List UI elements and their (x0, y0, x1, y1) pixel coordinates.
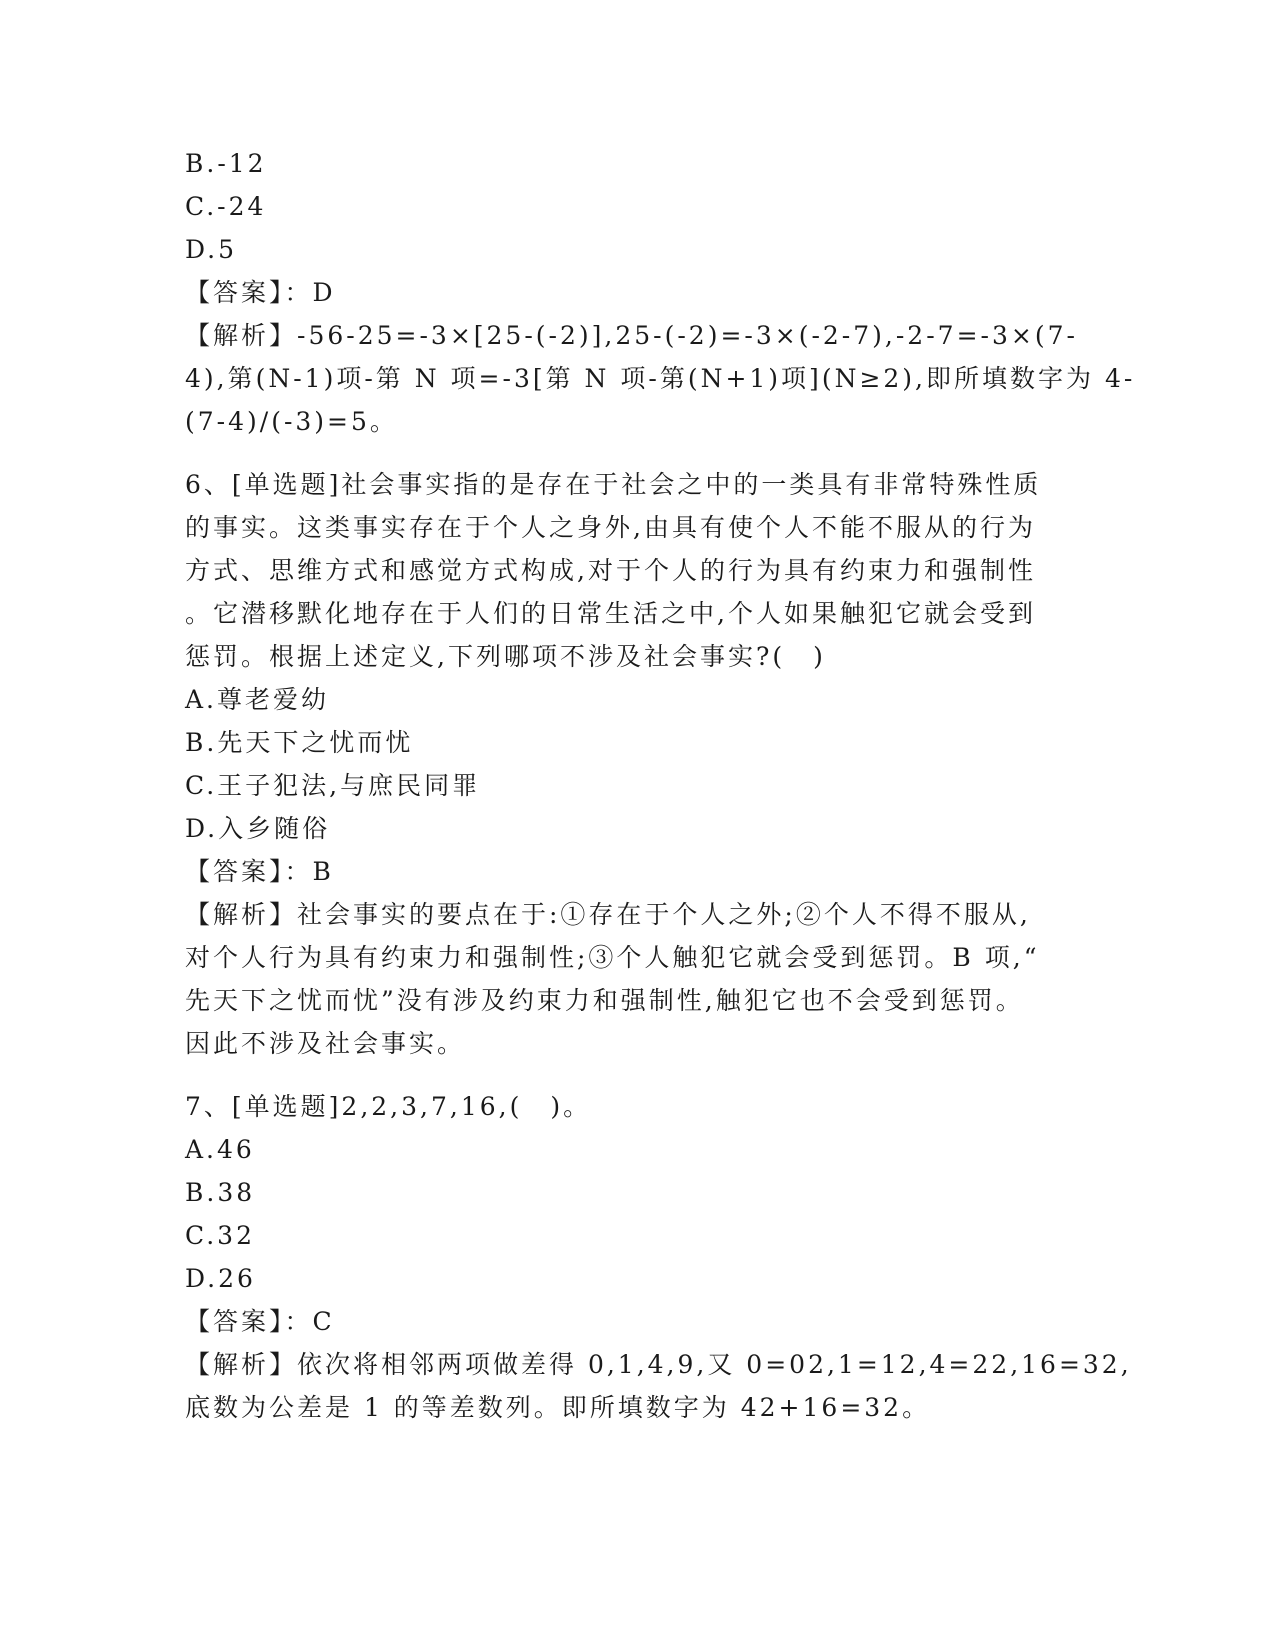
question-7-answer: 【答案】：C (185, 1307, 335, 1336)
stem-line: 6、[单选题]社会事实指的是存在于社会之中的一类具有非常特殊性质 (185, 470, 1042, 499)
analysis-line: 先天下之忧而忧”没有涉及约束力和强制性,触犯它也不会受到惩罚。 (185, 986, 1024, 1015)
question-6-answer: 【答案】：B (185, 857, 334, 886)
question-7-stem (185, 1085, 1085, 1128)
option-d: D.入乡随俗 (185, 814, 331, 843)
question-6-stem (185, 463, 1085, 678)
analysis-line: 【解析】依次将相邻两项做差得 0,1,4,9,又 0=02,1=12,4=22,16=32, (185, 1350, 1132, 1379)
analysis-line: 底数为公差是 1 的等差数列。即所填数字为 42+16=32。 (185, 1393, 931, 1422)
analysis-line: 【解析】-56-25=-3×[25-(-2)],25-(-2)=-3×(-2-7),-2-7=-3×(7- (185, 321, 1078, 350)
option-c: C.32 (185, 1221, 255, 1250)
analysis-line: (7-4)/(-3)=5。 (185, 407, 398, 436)
question-5-answer: 【答案】：D (185, 278, 336, 307)
option-b: B.先天下之忧而忧 (185, 728, 414, 757)
analysis-line: 因此不涉及社会事实。 (185, 1029, 466, 1058)
option-a: A.46 (185, 1135, 255, 1164)
option-c: C.王子犯法,与庶民同罪 (185, 771, 481, 800)
option-c: C.-24 (185, 192, 267, 221)
analysis-line: 【解析】社会事实的要点在于:①存在于个人之外;②个人不得不服从, (185, 900, 1031, 929)
question-5-options (185, 142, 1085, 271)
stem-line: 方式、思维方式和感觉方式构成,对于个人的行为具有约束力和强制性 (185, 556, 1036, 585)
stem-line: 。它潜移默化地存在于人们的日常生活之中,个人如果触犯它就会受到 (185, 599, 1036, 628)
option-b: B.38 (185, 1178, 256, 1207)
option-d: D.5 (185, 235, 238, 264)
analysis-line: 对个人行为具有约束力和强制性;③个人触犯它就会受到惩罚。B 项,“ (185, 943, 1040, 972)
option-d: D.26 (185, 1264, 256, 1293)
stem-line: 惩罚。根据上述定义,下列哪项不涉及社会事实?( ) (185, 642, 826, 671)
document-page (185, 142, 1136, 1429)
option-a: A.尊老爱幼 (185, 685, 330, 714)
stem-line: 7、[单选题]2,2,3,7,16,( )。 (185, 1092, 592, 1121)
question-5-analysis (185, 314, 1136, 443)
question-6-analysis (185, 893, 1085, 1065)
question-7-analysis (185, 1343, 1132, 1429)
analysis-line: 4),第(N-1)项-第 N 项=-3[第 N 项-第(N+1)项](N≥2),即所填数字为 4- (185, 364, 1136, 393)
option-b: B.-12 (185, 149, 267, 178)
stem-line: 的事实。这类事实存在于个人之身外,由具有使个人不能不服从的行为 (185, 513, 1036, 542)
question-6-options (185, 678, 1085, 850)
question-7-options (185, 1128, 1085, 1300)
